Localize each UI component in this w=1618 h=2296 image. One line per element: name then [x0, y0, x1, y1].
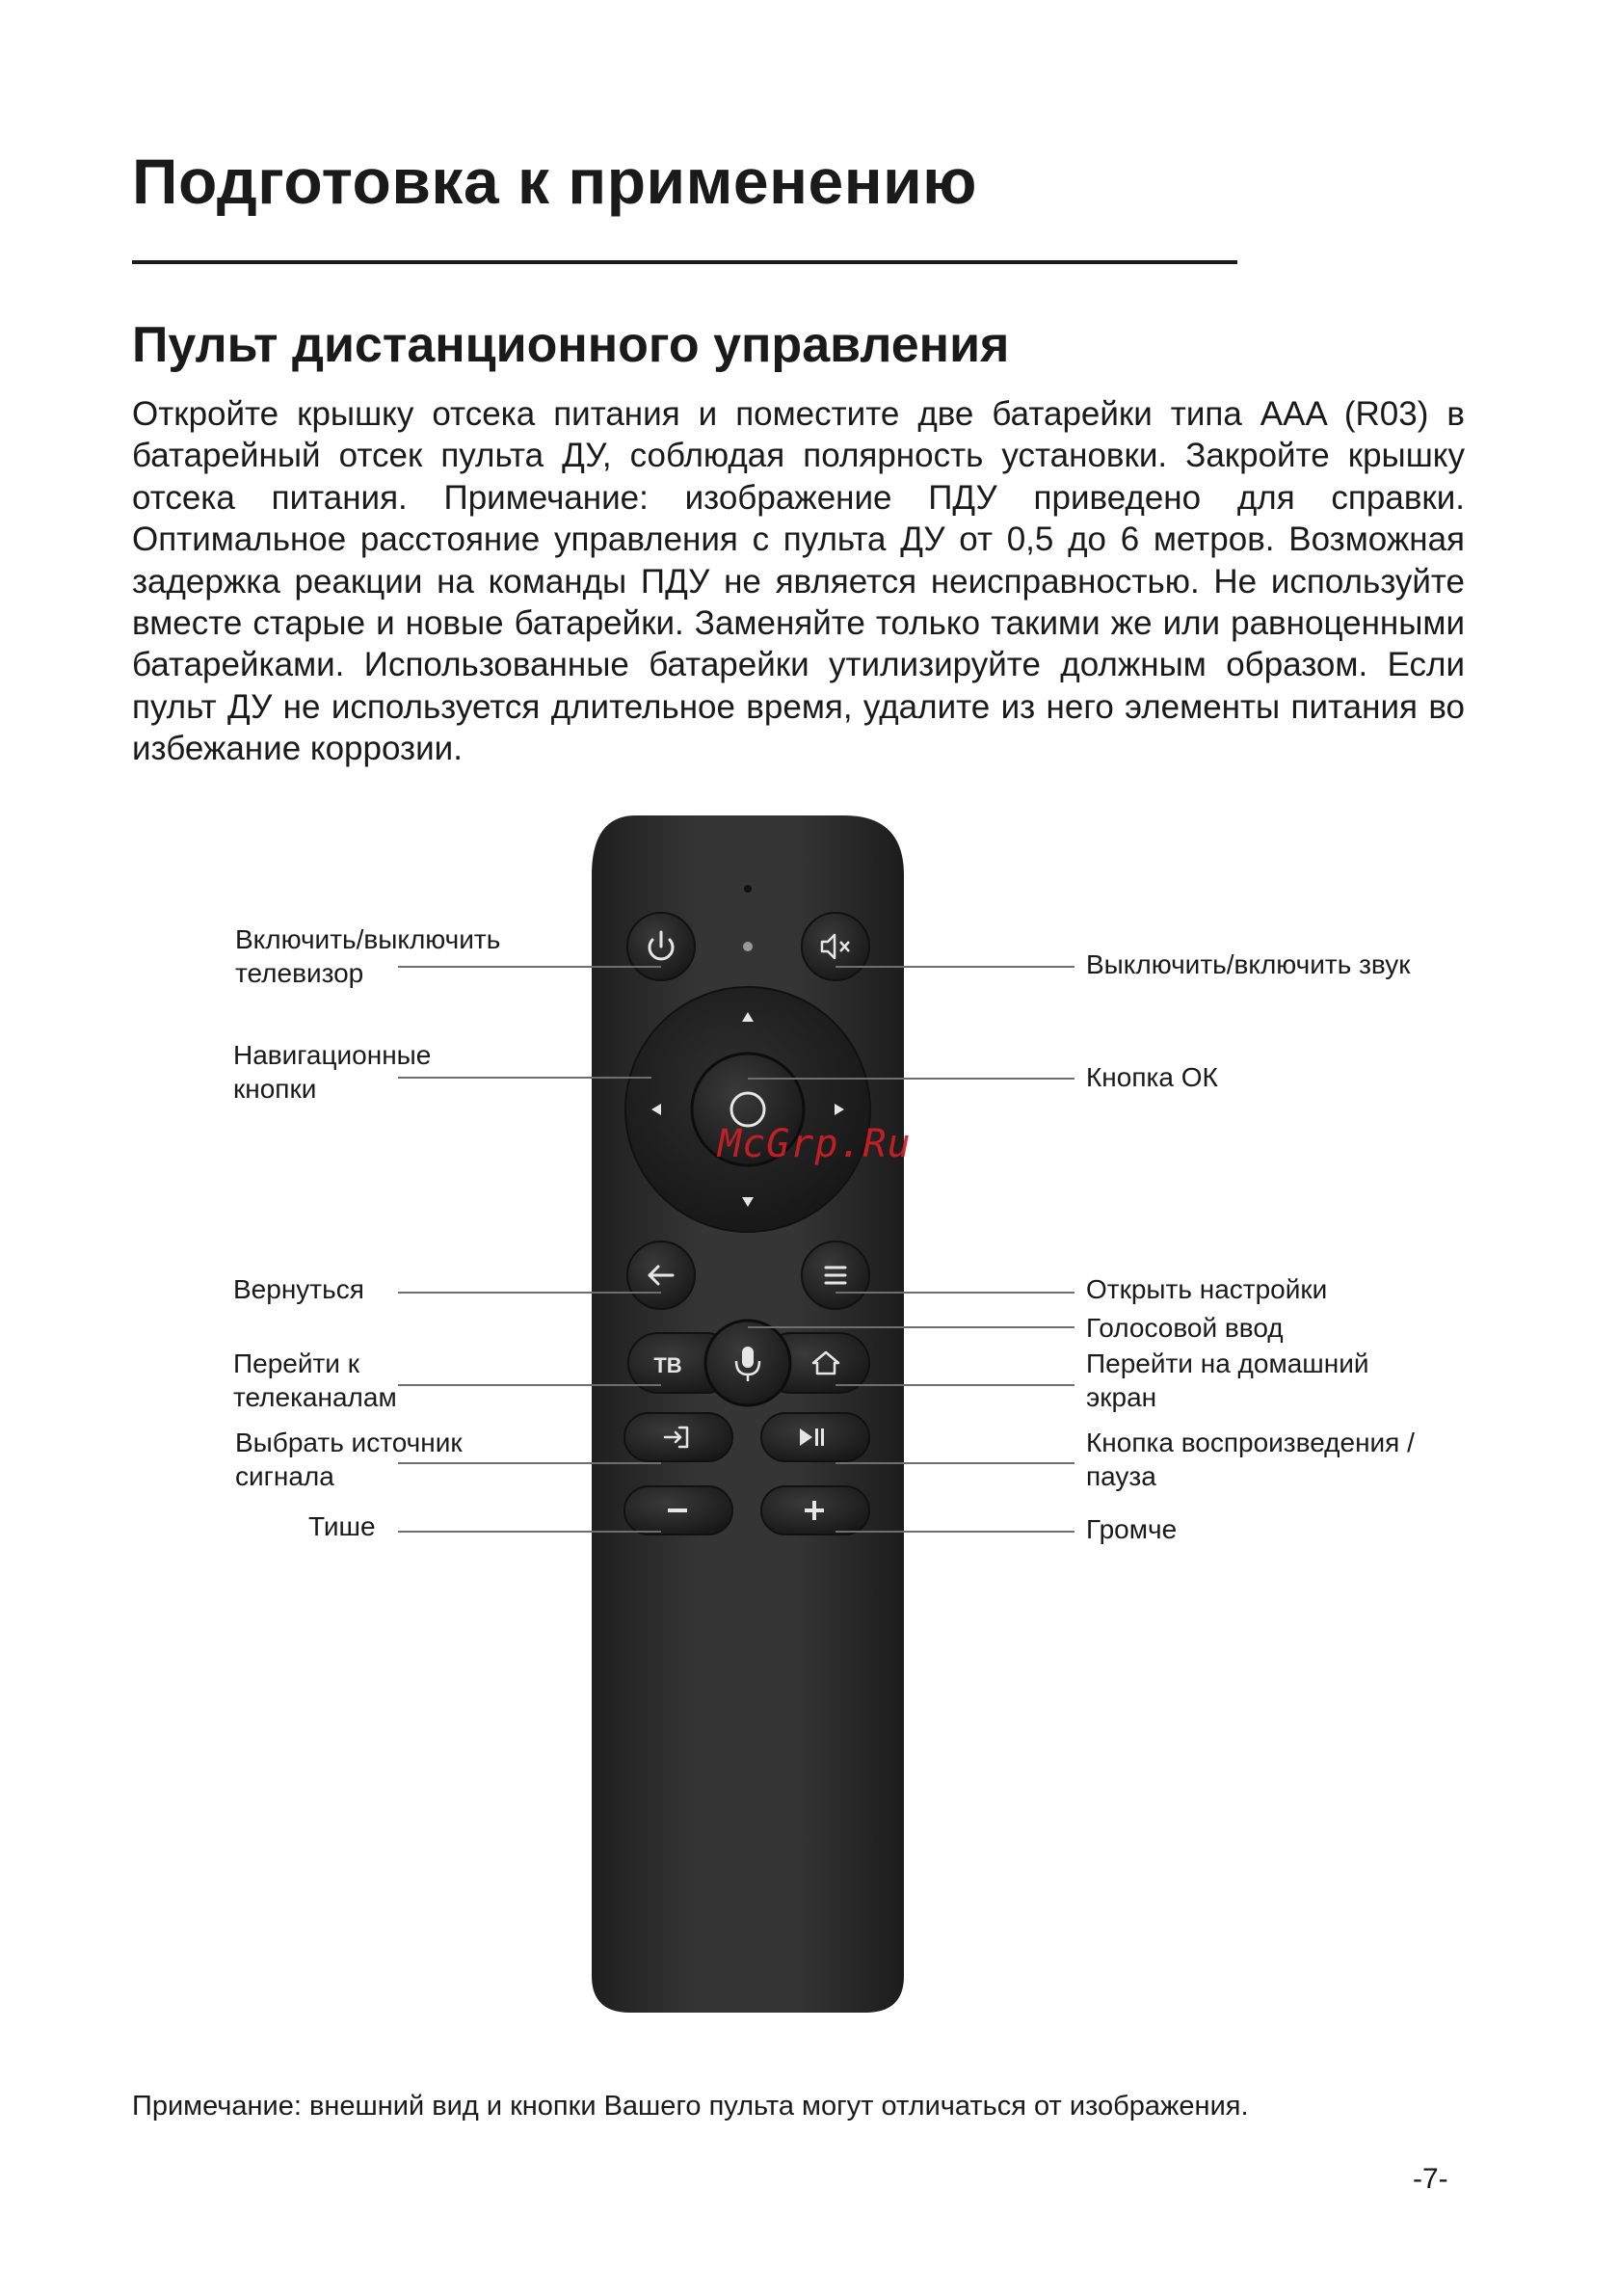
watermark: McGrp.Ru [718, 1122, 912, 1166]
source-button[interactable] [624, 1413, 732, 1461]
settings-button[interactable] [802, 1241, 869, 1309]
label-source: Выбрать источник сигнала [235, 1428, 463, 1491]
ir-led [744, 885, 752, 893]
power-button[interactable] [627, 913, 695, 980]
volume-down-button[interactable] [624, 1486, 732, 1535]
label-navigation: Навигационные кнопки [233, 1040, 432, 1104]
label-back: Вернуться [233, 1274, 364, 1304]
label-ok: Кнопка ОК [1086, 1062, 1218, 1092]
tv-button-label: ТВ [653, 1353, 682, 1377]
label-power: Включить/выключить телевизор [235, 924, 501, 988]
footnote: Примечание: внешний вид и кнопки Вашего пульта могут отличаться от изображения. [132, 2091, 1249, 2122]
voice-button[interactable] [705, 1321, 790, 1405]
back-button[interactable] [627, 1241, 695, 1309]
mute-button[interactable] [802, 913, 869, 980]
label-home: Перейти на домашний экран [1086, 1348, 1369, 1412]
status-led [743, 942, 753, 951]
label-settings: Открыть настройки [1086, 1274, 1328, 1304]
intro-paragraph: Откройте крышку отсека питания и поместите две батарейки типа AAA (R03) в батарейный отсек пульта ДУ, соблюдая полярность установки. Закройте крышку отсека питания. Примечание: изображение ПДУ приведено для справки. Оптимальное расстояние управления с пульта ДУ от 0,5 до 6 метров. Возможная задержка реакции на команды ПДУ не является неисправностью. Не используйте вместе старые и новые батарейки. Заменяйте только такими же или равноценными батарейками. Использованные батарейки утилизируйте должным образом. Если пульт ДУ не используется длительное время, удалите из него элементы питания во избежание коррозии. [132, 395, 1465, 768]
label-tv-channels: Перейти к телеканалам [233, 1348, 397, 1412]
volume-up-button[interactable] [761, 1486, 869, 1535]
play-pause-button[interactable] [761, 1413, 869, 1461]
label-voice: Голосовой ввод [1086, 1313, 1284, 1343]
label-mute: Выключить/включить звук [1086, 949, 1411, 979]
label-play-pause: Кнопка воспроизведения / пауза [1086, 1428, 1415, 1491]
page-title: Подготовка к применению [132, 146, 978, 217]
label-volume-up: Громче [1086, 1514, 1178, 1544]
section-heading: Пульт дистанционного управления [132, 317, 1010, 373]
minus-icon [668, 1508, 687, 1512]
page-number: -7- [1413, 2163, 1448, 2195]
label-volume-down: Тише [308, 1511, 376, 1541]
